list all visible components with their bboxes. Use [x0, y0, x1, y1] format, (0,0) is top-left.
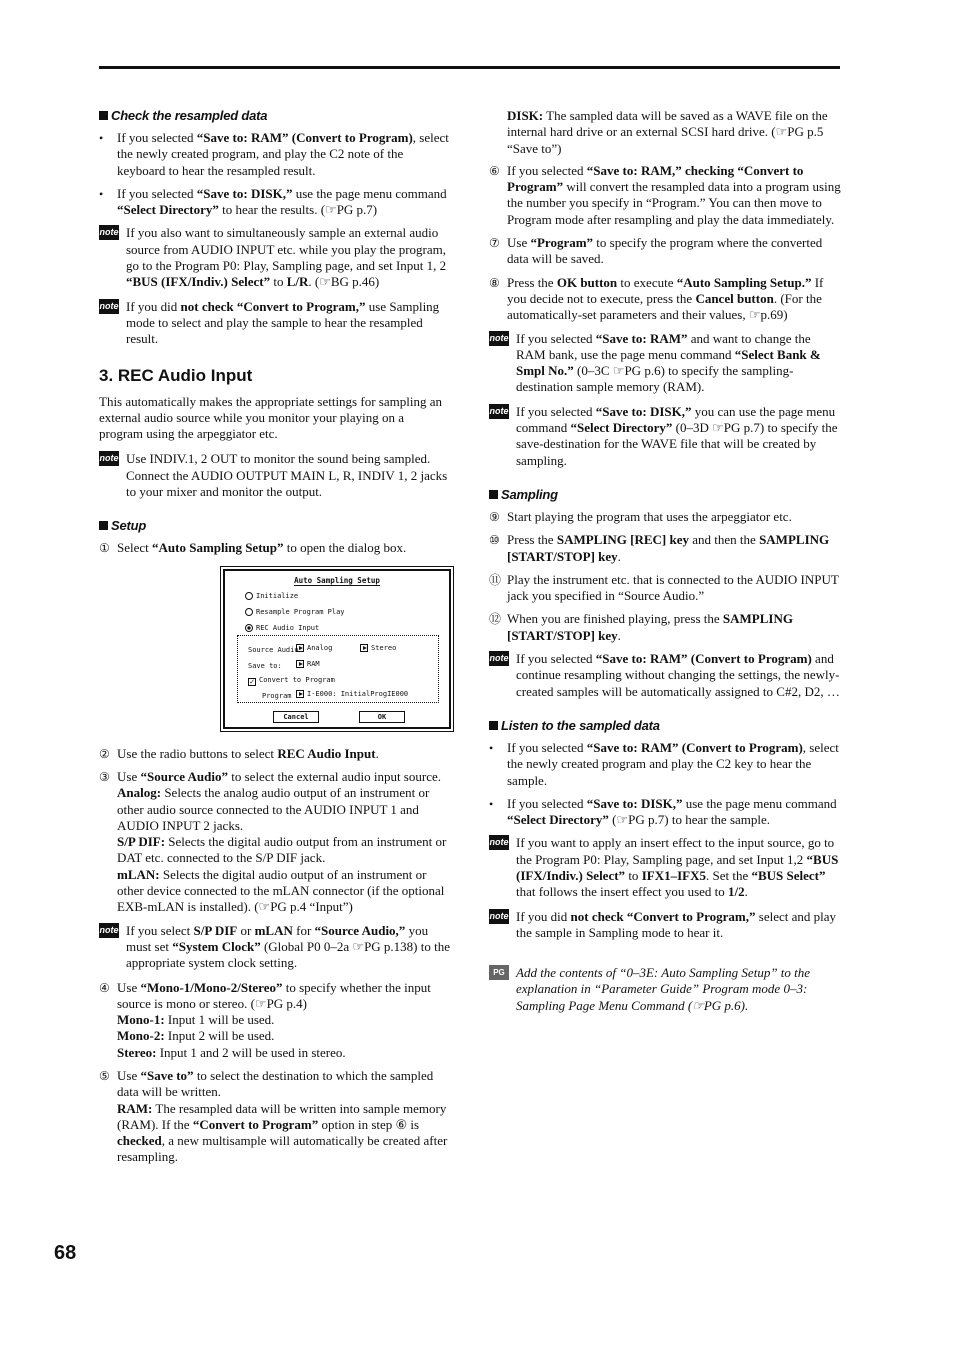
list-item: • If you selected “Save to: RAM” (Convert to Program), select the newly created program, and play the C2 note of the keyboard to hear the resampled result.: [99, 130, 449, 178]
step-2: ② Use the radio buttons to select REC Audio Input.: [99, 745, 379, 761]
note-icon: note: [489, 651, 509, 666]
note-icon: note: [489, 835, 509, 850]
listen-heading: Listen to the sampled data: [489, 718, 841, 733]
list-item: • If you selected “Save to: RAM” (Convert to Program), select the newly created program and play the C2 key to hear the sample.: [489, 739, 839, 788]
step-4: ④ Use “Mono-1/Mono-2/Stereo” to specify whether the input source is mono or stereo. (☞PG p.4) Mono-1: Input 1 will be used. Mono-2: Input 2 will be used. Stereo: Input 1 and 2 will be used in stereo.: [99, 979, 431, 1060]
step-8: ⑧ Press the OK button to execute “Auto Sampling Setup.” If you decide not to execute, press the Cancel button. (For the automatically-set parameters and their values, ☞p.69): [489, 274, 824, 323]
note-block: note If you did not check “Convert to Program,” select and play the sample in Sampling mode to hear it.: [489, 908, 837, 940]
square-icon: [489, 721, 498, 730]
left-column: [99, 108, 451, 1173]
pg-note-block: PG Add the contents of “0–3E: Auto Sampling Setup” to the explanation in “Parameter Guide” Program mode 0–3: Sampling Page Menu Command (☞PG p.6).: [489, 965, 841, 1014]
note-block: note If you selected “Save to: DISK,” you can use the page menu command “Select Directory” (0–3D ☞PG p.7) to specify the save-destination for the WAVE file that will be created by sampling.: [489, 403, 838, 468]
dialog-title: Auto Sampling Setup: [294, 575, 380, 585]
radio-off-icon: [245, 592, 253, 600]
right-column: [489, 108, 841, 1022]
popup-arrow-icon: [360, 644, 368, 652]
page-number: 68: [54, 1242, 77, 1264]
square-icon: [489, 490, 498, 499]
source-audio-label: Source Audio:: [248, 645, 303, 654]
popup-arrow-icon: [296, 660, 304, 668]
step-6: ⑥ If you selected “Save to: RAM,” checking “Convert to Program” will convert the resampled data into a program using the number you specify in “Program.” You can then move to Program mode after resampling and play the data immediately.: [489, 162, 841, 227]
setup-heading: Setup: [99, 518, 451, 533]
step-11: ⑪ Play the instrument etc. that is connected to the AUDIO INPUT jack you specified in “Source Audio.”: [489, 571, 839, 604]
step-9: ⑨ Start playing the program that uses the arpeggiator etc.: [489, 508, 792, 524]
radio-on-icon: [245, 624, 253, 632]
ok-button[interactable]: OK: [359, 711, 405, 723]
step-7: ⑦ Use “Program” to specify the program where the converted data will be saved.: [489, 235, 823, 267]
note-block: note If you selected “Save to: RAM” (Convert to Program) and continue resampling without changing the settings, the newly-created samples will be automatically assigned to C#2, D2, …: [489, 651, 840, 699]
cancel-button[interactable]: Cancel: [273, 711, 319, 723]
list-item: • If you selected “Save to: DISK,” use the page menu command “Select Directory” to hear the results. (☞PG p.7): [99, 185, 447, 218]
pg-icon: PG: [489, 965, 509, 980]
step-3: ③ Use “Source Audio” to select the external audio input source. Analog: Selects the analog audio output of an instrument or other audio source connected to the AUDIO INPUT 1 and AUDIO INPUT 2 jacks. S/P DIF: Selects the digital audio output from an instrument or DAT etc. connected to the S/P DIF jack. mLAN: Selects the digital audio output of an instrument or other device connected to the mLAN connector (if the optional EXB-mLAN is installed). (☞PG p.4 “Input”): [99, 768, 447, 915]
note-icon: note: [489, 331, 509, 346]
program-select[interactable]: I-E000: InitialProgIE000: [296, 690, 408, 698]
note-icon: note: [99, 225, 119, 240]
bullet-icon: •: [99, 186, 104, 201]
note-block: note If you also want to simultaneously sample an external audio source from AUDIO INPUT etc. while you play the program, go to the Program P0: Play, Sampling page, and set Input 1, 2 “BUS (IFX/Indiv.) Select” to L/R. (☞BG p.46): [99, 225, 447, 290]
bullet-icon: •: [489, 796, 494, 811]
radio-off-icon: [245, 608, 253, 616]
note-icon: note: [99, 299, 119, 314]
bullet-icon: •: [99, 131, 104, 145]
note-icon: note: [489, 404, 509, 419]
square-icon: [99, 521, 108, 530]
settings-group: [237, 635, 439, 703]
step-1: ① Select “Auto Sampling Setup” to open the dialog box.: [99, 540, 407, 556]
note-block: note Use INDIV.1, 2 OUT to monitor the sound being sampled. Connect the AUDIO OUTPUT MAIN L, R, INDIV 1, 2 jacks to your mixer and monitor the output.: [99, 451, 448, 500]
note-block: note If you select S/P DIF or mLAN for “Source Audio,” you must set “System Clock” (Global P0 0–2a ☞PG p.138) to the appropriate system clock setting.: [99, 922, 451, 971]
section-title: 3. REC Audio Input: [99, 365, 253, 385]
bullet-icon: •: [489, 740, 494, 755]
step-10: ⑩ Press the SAMPLING [REC] key and then the SAMPLING [START/STOP] key.: [489, 532, 830, 564]
step-5: ⑤ Use “Save to” to select the destination to which the sampled data will be written. RAM: The resampled data will be written into sample memory (RAM). If the “Convert to Program” option in step ⑥ is checked, a new multisample will automatically be created after resampling.: [99, 1067, 448, 1165]
convert-to-program-checkbox[interactable]: ✓ Convert to Program: [249, 675, 335, 686]
channel-select[interactable]: Stereo: [360, 644, 396, 652]
note-block: note If you want to apply an insert effect to the input source, go to the Program P0: Play, Sampling page, and set Input 1,2 “BUS (IFX/Indiv.) Select” to IFX1–IFX5. Set the “BUS Select” that follows the insert effect you used to 1/2.: [489, 835, 839, 900]
step-12: ⑫ When you are finished playing, press the SAMPLING [START/STOP] key.: [489, 611, 793, 643]
note-icon: note: [99, 923, 119, 938]
note-block: note If you did not check “Convert to Program,” use Sampling mode to select and play the sample to hear the resampled result.: [99, 298, 440, 347]
note-icon: note: [99, 451, 119, 466]
check-heading: Check the resampled data: [99, 108, 451, 123]
checkmark-icon: ✓: [249, 676, 255, 686]
note-block: note If you selected “Save to: RAM” and want to change the RAM bank, use the page menu command “Select Bank & Smpl No.” (0–3C ☞PG p.6) to specify the sampling-destination sample memory (RAM).: [489, 330, 821, 395]
note-icon: note: [489, 909, 509, 924]
square-icon: [99, 111, 108, 120]
auto-sampling-setup-dialog: [220, 566, 454, 732]
list-item: • If you selected “Save to: DISK,” use the page menu command “Select Directory” (☞PG p.7) to hear the sample.: [489, 795, 837, 828]
popup-arrow-icon: [296, 644, 304, 652]
program-label: Program: [262, 691, 292, 700]
radio-resample-program-play[interactable]: Resample Program Play: [245, 608, 345, 616]
sampling-heading: Sampling: [489, 487, 841, 502]
popup-arrow-icon: [296, 690, 304, 698]
source-audio-select[interactable]: Analog: [296, 644, 332, 652]
save-to-select[interactable]: RAM: [296, 660, 320, 668]
save-to-label: Save to:: [248, 661, 282, 670]
top-rule: [99, 66, 840, 69]
radio-rec-audio-input[interactable]: REC Audio Input: [245, 624, 319, 632]
disk-description: DISK: The sampled data will be saved as a WAVE file on the internal hard drive or an external SCSI hard drive. (☞PG p.5 “Save to”): [507, 108, 828, 156]
section-intro: This automatically makes the appropriate settings for sampling an external audio source while you monitor your playing on a program using the arpeggiator etc.: [99, 393, 442, 442]
radio-initialize[interactable]: Initialize: [245, 592, 298, 600]
